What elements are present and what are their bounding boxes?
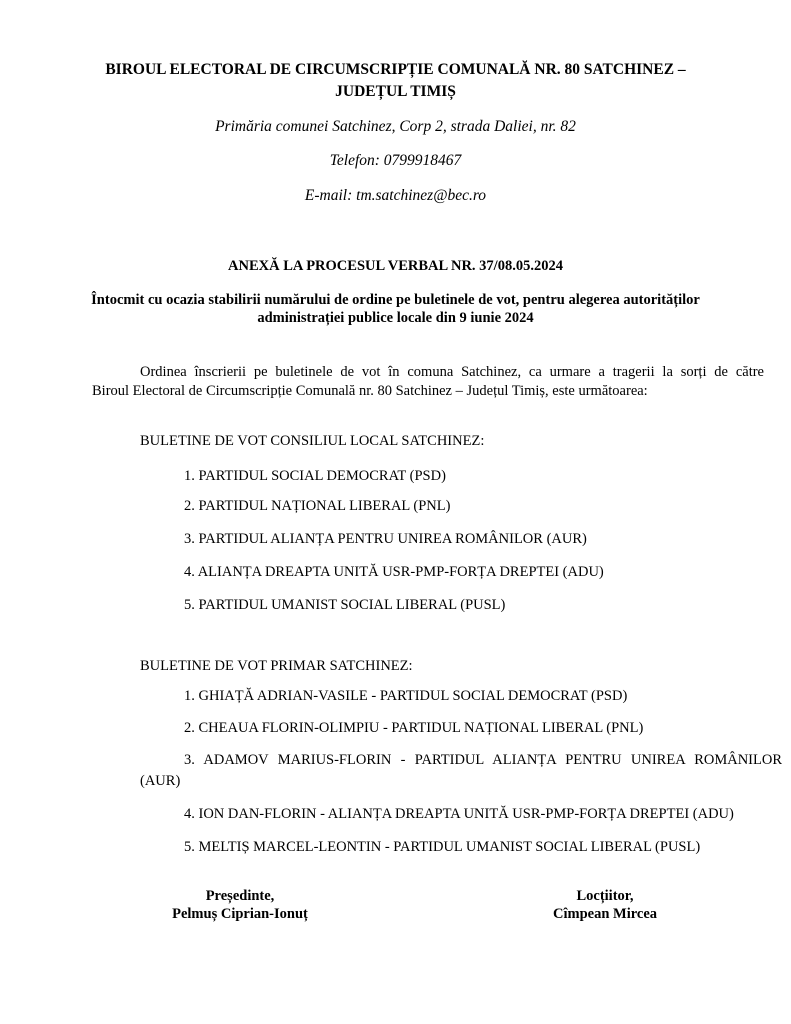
mayor-list-item: 5. MELTIȘ MARCEL-LEONTIN - PARTIDUL UMANIST SOCIAL LIBERAL (PUSL): [184, 839, 701, 855]
annex-subtitle-line1: Întocmit cu ocazia stabilirii numărului de ordine pe buletinele de vot, pentru alegerea autorităților: [91, 292, 700, 308]
annex-title: ANEXĂ LA PROCESUL VERBAL NR. 37/08.05.2024: [228, 258, 563, 274]
mayor-list-item-continuation: (AUR): [140, 773, 181, 789]
mayor-list-item: 4. ION DAN-FLORIN - ALIANȚA DREAPTA UNITĂ USR-PMP-FORȚA DREPTEI (ADU): [184, 806, 734, 822]
intro-line2: Biroul Electoral de Circumscripție Comunală nr. 80 Satchinez – Județul Timiș, este următoarea:: [92, 383, 648, 399]
president-name: Pelmuș Ciprian-Ionuț: [172, 906, 308, 922]
bureau-title-line2: JUDEȚUL TIMIȘ: [335, 83, 456, 100]
deputy-role: Locțiitor,: [576, 888, 634, 904]
council-list-item: 5. PARTIDUL UMANIST SOCIAL LIBERAL (PUSL): [184, 597, 506, 613]
mayor-list-item: 2. CHEAUA FLORIN-OLIMPIU - PARTIDUL NAȚIONAL LIBERAL (PNL): [184, 720, 644, 736]
intro-line1: Ordinea înscrierii pe buletinele de vot în comuna Satchinez, ca urmare a tragerii la sorți de către: [140, 364, 764, 380]
annex-subtitle-line2: administrației publice locale din 9 iunie 2024: [257, 310, 534, 326]
council-list-item: 2. PARTIDUL NAȚIONAL LIBERAL (PNL): [184, 498, 451, 514]
council-list-item: 4. ALIANȚA DREAPTA UNITĂ USR-PMP-FORȚA DREPTEI (ADU): [184, 564, 604, 580]
address-line: Primăria comunei Satchinez, Corp 2, strada Daliei, nr. 82: [215, 118, 576, 135]
mayor-heading: BULETINE DE VOT PRIMAR SATCHINEZ:: [140, 658, 413, 674]
council-list-item: 1. PARTIDUL SOCIAL DEMOCRAT (PSD): [184, 468, 446, 484]
mayor-list-item: 1. GHIAȚĂ ADRIAN-VASILE - PARTIDUL SOCIAL DEMOCRAT (PSD): [184, 688, 628, 704]
phone-line: Telefon: 0799918467: [329, 152, 462, 169]
deputy-name: Cîmpean Mircea: [552, 906, 658, 922]
mayor-list-item: 3. ADAMOV MARIUS-FLORIN - PARTIDUL ALIANȚA PENTRU UNIREA ROMÂNILOR: [184, 752, 782, 768]
bureau-title-line1: BIROUL ELECTORAL DE CIRCUMSCRIPȚIE COMUNALĂ NR. 80 SATCHINEZ –: [105, 61, 686, 78]
president-role: Președinte,: [205, 888, 275, 904]
council-list-item: 3. PARTIDUL ALIANȚA PENTRU UNIREA ROMÂNILOR (AUR): [184, 531, 587, 547]
council-heading: BULETINE DE VOT CONSILIUL LOCAL SATCHINEZ:: [140, 433, 485, 449]
email-line: E-mail: tm.satchinez@bec.ro: [304, 187, 487, 204]
